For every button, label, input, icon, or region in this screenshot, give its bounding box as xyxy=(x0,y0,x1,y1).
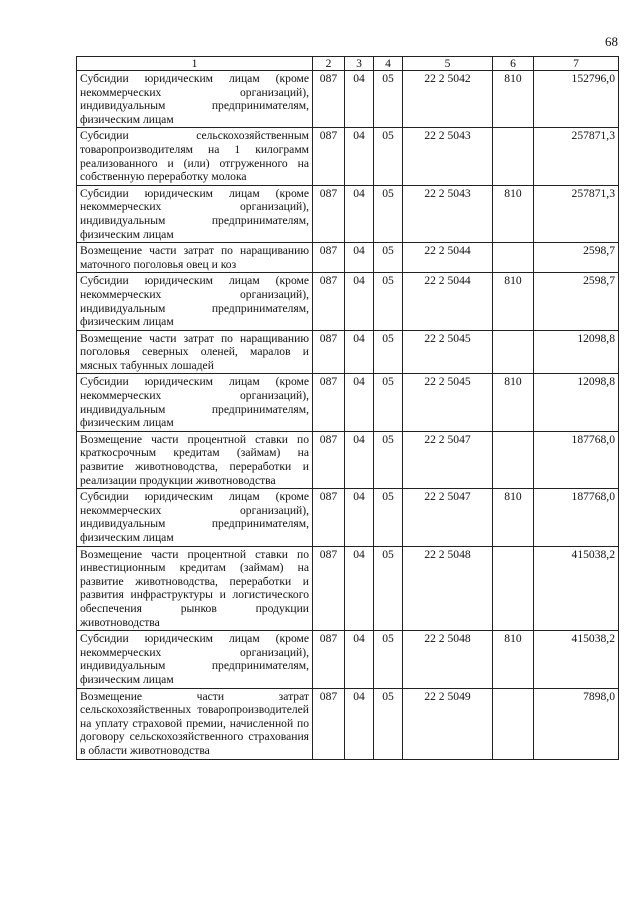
row-target-code: 22 2 5047 xyxy=(403,489,493,546)
row-section-code: 04 xyxy=(345,330,374,374)
row-ministry-code: 087 xyxy=(313,243,345,273)
table-row xyxy=(77,128,619,185)
row-amount: 2598,7 xyxy=(534,273,619,330)
row-target-code: 22 2 5043 xyxy=(403,185,493,242)
row-section-code: 04 xyxy=(345,546,374,631)
row-expense-type xyxy=(493,128,534,185)
row-ministry-code: 087 xyxy=(313,631,345,688)
row-expense-type xyxy=(493,330,534,374)
row-subsection-code: 05 xyxy=(374,71,403,128)
row-expense-type: 810 xyxy=(493,185,534,242)
header-cell: 5 xyxy=(403,57,493,71)
row-section-code: 04 xyxy=(345,185,374,242)
table-row xyxy=(77,243,619,273)
table-row xyxy=(77,546,619,631)
row-name: Возмещение части затрат по наращиванию маточного поголовья овец и коз xyxy=(77,243,313,273)
header-cell: 2 xyxy=(313,57,345,71)
row-section-code: 04 xyxy=(345,128,374,185)
row-ministry-code: 087 xyxy=(313,546,345,631)
row-target-code: 22 2 5048 xyxy=(403,546,493,631)
row-subsection-code: 05 xyxy=(374,431,403,488)
row-name: Возмещение части затрат сельскохозяйственных товаропроизводителей на уплату страховой премии, начисленной по договору сельскохозяйственного страхования в области животноводства xyxy=(77,688,313,759)
row-ministry-code: 087 xyxy=(313,431,345,488)
row-subsection-code: 05 xyxy=(374,243,403,273)
budget-table xyxy=(76,56,619,760)
table-row xyxy=(77,489,619,546)
row-name: Субсидии юридическим лицам (кроме некоммерческих организаций), индивидуальным предпринимателям, физическим лицам xyxy=(77,374,313,431)
table-row xyxy=(77,71,619,128)
row-name: Возмещение части затрат по наращиванию поголовья северных оленей, маралов и мясных табунных лошадей xyxy=(77,330,313,374)
row-expense-type xyxy=(493,546,534,631)
row-subsection-code: 05 xyxy=(374,128,403,185)
row-target-code: 22 2 5042 xyxy=(403,71,493,128)
table-row xyxy=(77,688,619,759)
row-target-code: 22 2 5049 xyxy=(403,688,493,759)
row-ministry-code: 087 xyxy=(313,688,345,759)
page-number: 68 xyxy=(605,34,618,49)
row-expense-type xyxy=(493,431,534,488)
table-row xyxy=(77,374,619,431)
row-expense-type: 810 xyxy=(493,631,534,688)
row-name: Субсидии юридическим лицам (кроме некоммерческих организаций), индивидуальным предпринимателям, физическим лицам xyxy=(77,185,313,242)
row-amount: 152796,0 xyxy=(534,71,619,128)
row-subsection-code: 05 xyxy=(374,489,403,546)
row-subsection-code: 05 xyxy=(374,631,403,688)
row-target-code: 22 2 5045 xyxy=(403,330,493,374)
row-amount: 257871,3 xyxy=(534,185,619,242)
row-name: Субсидии юридическим лицам (кроме некоммерческих организаций), индивидуальным предпринимателям, физическим лицам xyxy=(77,631,313,688)
header-cell: 6 xyxy=(493,57,534,71)
row-expense-type: 810 xyxy=(493,71,534,128)
table-row xyxy=(77,330,619,374)
row-name: Субсидии юридическим лицам (кроме некоммерческих организаций), индивидуальным предпринимателям, физическим лицам xyxy=(77,273,313,330)
row-name: Субсидии юридическим лицам (кроме некоммерческих организаций), индивидуальным предпринимателям, физическим лицам xyxy=(77,489,313,546)
table-row xyxy=(77,431,619,488)
row-ministry-code: 087 xyxy=(313,273,345,330)
row-section-code: 04 xyxy=(345,688,374,759)
row-name: Субсидии юридическим лицам (кроме некоммерческих организаций), индивидуальным предпринимателям, физическим лицам xyxy=(77,71,313,128)
row-target-code: 22 2 5045 xyxy=(403,374,493,431)
row-ministry-code: 087 xyxy=(313,71,345,128)
row-amount: 415038,2 xyxy=(534,546,619,631)
row-amount: 2598,7 xyxy=(534,243,619,273)
row-ministry-code: 087 xyxy=(313,374,345,431)
row-subsection-code: 05 xyxy=(374,273,403,330)
table-row xyxy=(77,273,619,330)
row-expense-type xyxy=(493,688,534,759)
header-cell: 4 xyxy=(374,57,403,71)
row-subsection-code: 05 xyxy=(374,185,403,242)
row-expense-type: 810 xyxy=(493,374,534,431)
table-row xyxy=(77,185,619,242)
row-ministry-code: 087 xyxy=(313,330,345,374)
row-subsection-code: 05 xyxy=(374,374,403,431)
row-amount: 12098,8 xyxy=(534,330,619,374)
header-cell: 3 xyxy=(345,57,374,71)
row-target-code: 22 2 5044 xyxy=(403,243,493,273)
row-name: Возмещение части процентной ставки по инвестиционным кредитам (займам) на развитие животноводства, переработки и развития инфраструктуры и логистического обеспечения рынков продукции животноводства xyxy=(77,546,313,631)
row-name: Субсидии сельскохозяйственным товаропроизводителям на 1 килограмм реализованного и (или) отгруженного на собственную переработку молока xyxy=(77,128,313,185)
row-expense-type: 810 xyxy=(493,489,534,546)
row-ministry-code: 087 xyxy=(313,489,345,546)
row-section-code: 04 xyxy=(345,489,374,546)
row-name: Возмещение части процентной ставки по краткосрочным кредитам (займам) на развитие животноводства, переработки и реализации продукции животноводства xyxy=(77,431,313,488)
row-ministry-code: 087 xyxy=(313,185,345,242)
row-ministry-code: 087 xyxy=(313,128,345,185)
header-cell: 1 xyxy=(77,57,313,71)
row-amount: 187768,0 xyxy=(534,489,619,546)
row-subsection-code: 05 xyxy=(374,546,403,631)
row-target-code: 22 2 5043 xyxy=(403,128,493,185)
row-section-code: 04 xyxy=(345,631,374,688)
row-section-code: 04 xyxy=(345,243,374,273)
row-subsection-code: 05 xyxy=(374,330,403,374)
row-expense-type: 810 xyxy=(493,273,534,330)
row-section-code: 04 xyxy=(345,431,374,488)
row-section-code: 04 xyxy=(345,374,374,431)
row-target-code: 22 2 5044 xyxy=(403,273,493,330)
row-section-code: 04 xyxy=(345,71,374,128)
row-target-code: 22 2 5048 xyxy=(403,631,493,688)
row-section-code: 04 xyxy=(345,273,374,330)
row-amount: 7898,0 xyxy=(534,688,619,759)
row-expense-type xyxy=(493,243,534,273)
header-cell: 7 xyxy=(534,57,619,71)
row-amount: 187768,0 xyxy=(534,431,619,488)
row-subsection-code: 05 xyxy=(374,688,403,759)
table-header-row xyxy=(77,57,619,71)
row-amount: 12098,8 xyxy=(534,374,619,431)
row-target-code: 22 2 5047 xyxy=(403,431,493,488)
row-amount: 415038,2 xyxy=(534,631,619,688)
row-amount: 257871,3 xyxy=(534,128,619,185)
table-row xyxy=(77,631,619,688)
